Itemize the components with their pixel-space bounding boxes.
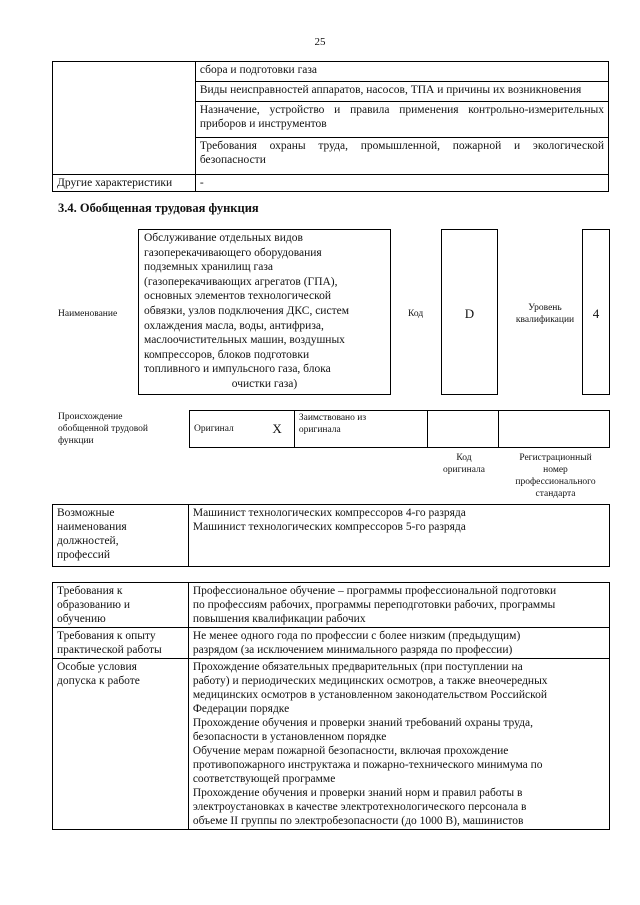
- requirements-table: [52, 582, 610, 830]
- positions-values: Машинист технологических компрессоров 4-го разряда Машинист технологических компрессоров 5-го разряда: [188, 505, 609, 567]
- other-characteristics-label: Другие характеристики: [53, 175, 196, 192]
- table-cell-empty: [53, 62, 196, 175]
- original-label: Оригинал: [190, 411, 261, 448]
- admission-label: Особые условия допуска к работе: [53, 659, 189, 830]
- table-cell: Требования охраны труда, промышленной, пожарной и экологической безопасности: [195, 138, 608, 175]
- name-label: Наименование: [58, 309, 118, 319]
- experience-label: Требования к опыту практической работы: [53, 628, 189, 659]
- other-characteristics-value: -: [195, 175, 608, 192]
- original-mark: X: [260, 411, 294, 448]
- qualification-level-box: 4: [582, 229, 610, 395]
- education-label: Требования к образованию и обучению: [53, 583, 189, 628]
- code-original-caption: Код оригинала: [443, 453, 485, 475]
- code-original-cell: [427, 411, 499, 448]
- table-row: [53, 628, 610, 659]
- table-row: [53, 659, 610, 830]
- experience-value: Не менее одного года по профессии с более низким (предыдущим) разрядом (за исключением минимального разряда по профессии): [188, 628, 609, 659]
- code-label: Код: [408, 309, 424, 319]
- code-value-box: D: [441, 229, 498, 395]
- table-row: [53, 583, 610, 628]
- table-row: [190, 411, 610, 448]
- table-cell: сбора и подготовки газа: [195, 62, 608, 82]
- qualification-level-label: Уровень квалификации: [515, 303, 575, 325]
- admission-value: Прохождение обязательных предварительных (при поступлении на работу) и периодических медицинских осмотров, а также внеочередных медицинских осмотров в установленном законодательством Российской Федерации порядке Прохождение обучения и проверки знаний требований охраны труда, безопасности в установленном порядке Обучение мерам пожарной безопасности, включая прохождение противопожарного инструктажа и пожарно-технического минимума по соответствующей программе Прохождение обучения и проверки знаний норм и правил работы в электроустановках в качестве электротехнологического персонала в объеме II группы по электробезопасности (до 1000 В), машинистов: [188, 659, 609, 830]
- page-number: 25: [314, 36, 326, 48]
- section-title: 3.4. Обобщенная трудовая функция: [58, 201, 259, 215]
- table-row: [53, 175, 609, 192]
- table-row: [53, 62, 609, 82]
- reg-number-caption: Регистрационный номер профессионального стандарта: [515, 453, 596, 499]
- positions-table: [52, 504, 610, 567]
- function-name-box: Обслуживание отдельных видов газоперекачивающего оборудования подземных хранилищ газа (газоперекачивающих агрегатов (ГПА), основных элементов технологической обвязки, узлов подключения ДКС, систем охлаждения масла, воды, антифриза, маслоочистительных машин, воздушных компрессоров, блоков подготовки топливного и импульсного газа, блока очистки газа): [138, 229, 391, 395]
- origin-table: [189, 410, 610, 448]
- table-cell: Виды неисправностей аппаратов, насосов, ТПА и причины их возникновения: [195, 82, 608, 102]
- table-row: [53, 505, 610, 567]
- borrowed-label: Заимствовано из оригинала: [294, 411, 427, 448]
- positions-label: Возможные наименования должностей, профессий: [53, 505, 189, 567]
- education-value: Профессиональное обучение – программы профессиональной подготовки по профессиям рабочих, программы переподготовки рабочих, программы повышения квалификации рабочих: [188, 583, 609, 628]
- top-knowledge-table: [52, 61, 609, 192]
- reg-number-cell: [499, 411, 610, 448]
- table-cell: Назначение, устройство и правила применения контрольно-измерительных приборов и инструментов: [195, 102, 608, 138]
- origin-label: Происхождение обобщенной трудовой функции: [58, 412, 148, 446]
